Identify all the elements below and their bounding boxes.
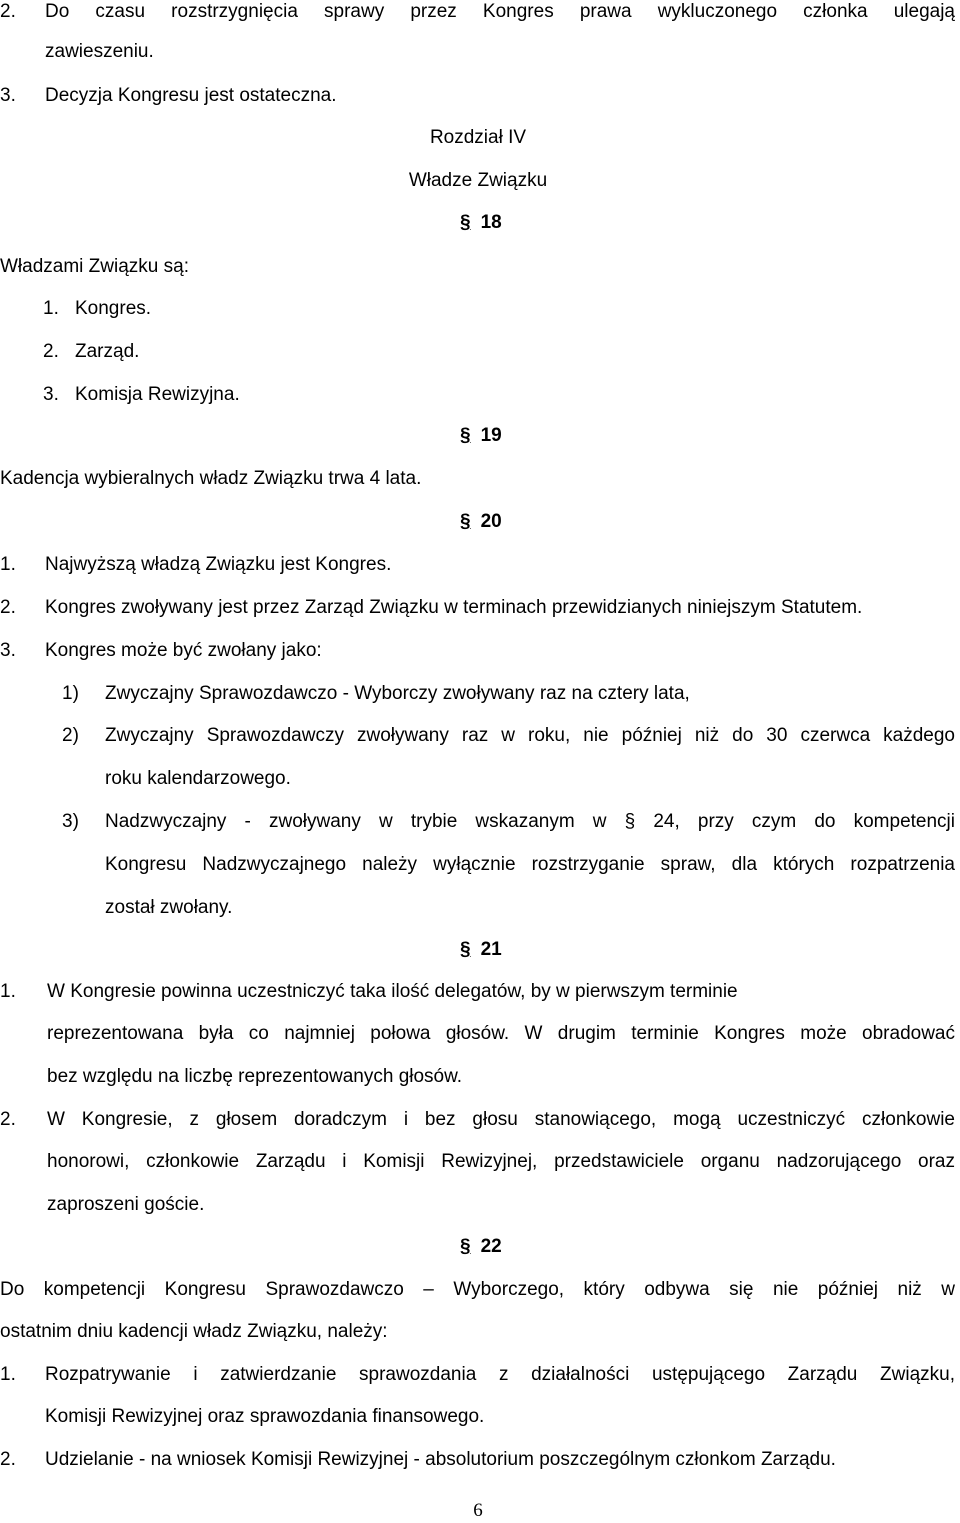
page-number: 6 <box>473 1500 483 1521</box>
paragraph-line: honorowi, członkowie Zarządu i Komisji Rewizyjnej, przedstawiciele organu nadzorującego oraz <box>47 1151 955 1172</box>
list-number: 1. <box>0 1364 16 1385</box>
sublist-item: Zwyczajny Sprawozdawczo - Wyborczy zwoływany raz na cztery lata, <box>105 683 690 704</box>
sublist-item: Kongresu Nadzwyczajnego należy wyłącznie rozstrzyganie spraw, dla których rozpatrzenia <box>105 854 955 875</box>
paragraph-line: W Kongresie, z głosem doradczym i bez głosu stanowiącego, mogą uczestniczyć członkowie <box>47 1109 955 1130</box>
sublist-item: został zwołany. <box>105 897 233 918</box>
list-number: 1. <box>0 554 16 575</box>
paragraph-line: Do czasu rozstrzygnięcia sprawy przez Kongres prawa wykluczonego członka ulegają <box>45 1 955 22</box>
list-number: 2. <box>0 1449 16 1470</box>
section-heading-22: § 22 <box>460 1236 502 1257</box>
paragraph-line: Decyzja Kongresu jest ostateczna. <box>45 85 337 106</box>
list-number: 3. <box>0 85 16 106</box>
section-heading-18: § 18 <box>460 212 502 233</box>
paragraph-line: Do kompetencji Kongresu Sprawozdawczo – Wyborczego, który odbywa się nie później niż w <box>0 1279 955 1300</box>
paragraph-line: Najwyższą władzą Związku jest Kongres. <box>45 554 392 575</box>
list-number: 2. <box>0 1109 16 1130</box>
sublist-number: 2) <box>62 725 79 746</box>
chapter-title: Władze Związku <box>408 170 548 191</box>
list-number: 2. <box>43 341 59 362</box>
list-number: 1. <box>43 298 59 319</box>
paragraph-line: Komisji Rewizyjnej oraz sprawozdania finansowego. <box>45 1406 485 1427</box>
list-number: 1. <box>0 981 16 1002</box>
paragraph-line: Udzielanie - na wniosek Komisji Rewizyjnej - absolutorium poszczególnym członkom Zarządu. <box>45 1449 836 1470</box>
section-intro: Władzami Związku są: <box>0 256 189 277</box>
section-heading-19: § 19 <box>460 425 502 446</box>
paragraph-line: reprezentowana była co najmniej połowa głosów. W drugim terminie Kongres może obradować <box>47 1023 955 1044</box>
list-item: Zarząd. <box>75 341 140 362</box>
paragraph-line: W Kongresie powinna uczestniczyć taka ilość delegatów, by w pierwszym terminie <box>47 981 738 1002</box>
section-text: Kadencja wybieralnych władz Związku trwa 4 lata. <box>0 468 422 489</box>
sublist-number: 3) <box>62 811 79 832</box>
sublist-item: Nadzwyczajny - zwoływany w trybie wskazanym w § 24, przy czym do kompetencji <box>105 811 955 832</box>
list-number: 2. <box>0 1 16 22</box>
sublist-item: Zwyczajny Sprawozdawczy zwoływany raz w roku, nie później niż do 30 czerwca każdego <box>105 725 955 746</box>
paragraph-line: Rozpatrywanie i zatwierdzanie sprawozdania z działalności ustępującego Zarządu Związku, <box>45 1364 955 1385</box>
chapter-label: Rozdział IV <box>429 127 527 148</box>
paragraph-line: Kongres zwoływany jest przez Zarząd Związku w terminach przewidzianych niniejszym Statutem. <box>45 597 863 618</box>
list-item: Kongres. <box>75 298 152 319</box>
paragraph-line: ostatnim dniu kadencji władz Związku, należy: <box>0 1321 388 1342</box>
paragraph-line: zaproszeni goście. <box>47 1194 205 1215</box>
paragraph-line: zawieszeniu. <box>45 41 154 62</box>
list-item: Komisja Rewizyjna. <box>75 384 240 405</box>
section-heading-21: § 21 <box>460 939 502 960</box>
paragraph-line: bez względu na liczbę reprezentowanych głosów. <box>47 1066 463 1087</box>
sublist-number: 1) <box>62 683 79 704</box>
list-number: 3. <box>0 640 16 661</box>
sublist-item: roku kalendarzowego. <box>105 768 291 789</box>
paragraph-line: Kongres może być zwołany jako: <box>45 640 322 661</box>
list-number: 2. <box>0 597 16 618</box>
list-number: 3. <box>43 384 59 405</box>
section-heading-20: § 20 <box>460 511 502 532</box>
